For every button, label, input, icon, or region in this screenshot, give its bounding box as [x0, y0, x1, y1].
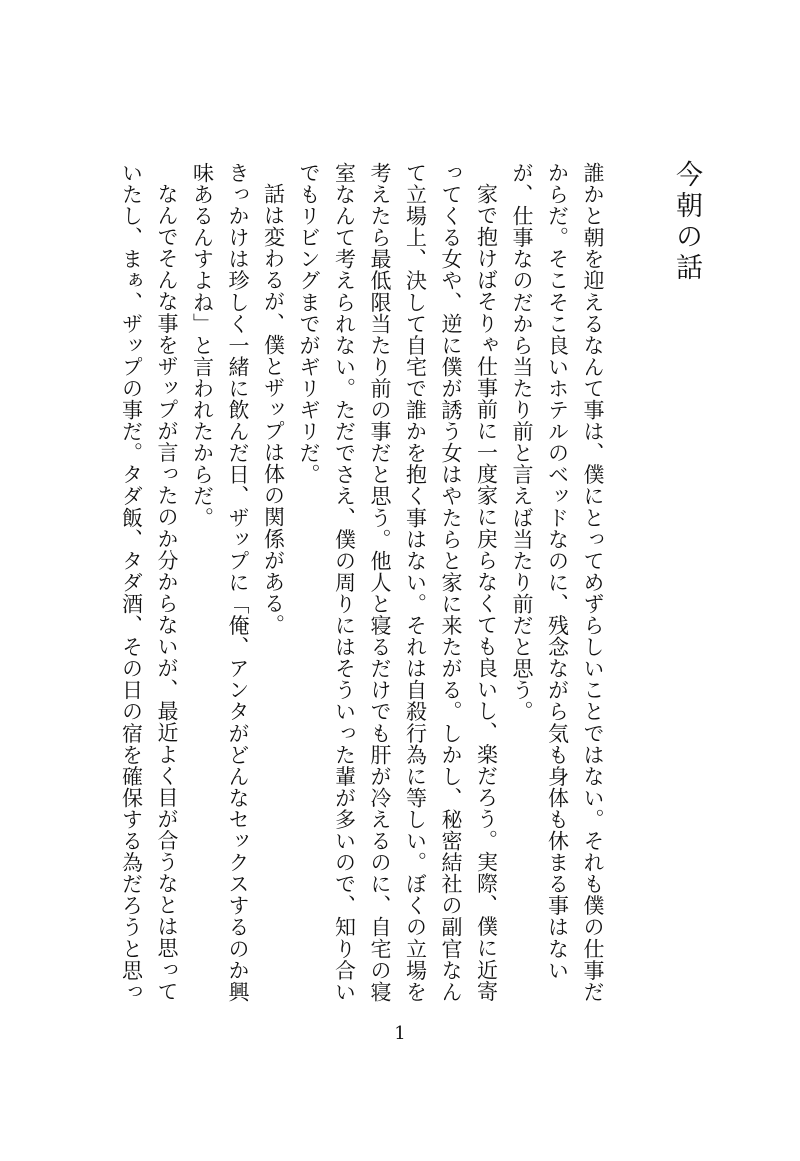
page-number: 1	[394, 1023, 406, 1044]
paragraph: なんでそんな事をザップが言ったのか分からないが、最近よく目が合うなとは思っていたし、まぁ、ザップの事だ。タダ飯、タダ酒、その日の宿を確保する為だろうと思っ	[119, 162, 179, 1003]
paragraph: 家で抱けばそりゃ仕事前に一度家に戻らなくても良いし、楽だろう。実際、僕に近寄ってくる女や、逆に僕が誘う女はやたらと家に来たがる。しかし、秘密結社の副官なんて立場上、決して自宅で誰かを抱く事はない。それは自殺行為に等しい。ぼくの立場を考えたら最低限当たり前の事だと思う。他人と寝るだけでも肝が冷えるのに、自宅の寝室なんて考えられない。ただでさえ、僕の周りにはそういった輩が多いので、知り合いでもリビングまでがギリギリだ。	[297, 162, 499, 1003]
paragraph: 誰かと朝を迎えるなんて事は、僕にとってめずらしいことではない。それも僕の仕事だからだ。そこそこ良いホテルのベッドなのに、残念ながら気も身体も休まる事はないが、仕事なのだから当たり前と言えば当たり前だと思う。	[510, 162, 605, 1003]
page-title: 今朝の話	[671, 160, 702, 284]
body-text	[80, 162, 610, 1007]
paragraph: きっかけは珍しく一緒に飲んだ日、ザップに「俺、アンタがどんなセックスするのか興味あるんすよね」と言われたからだ。	[190, 162, 250, 1003]
paragraph: 話は変わるが、僕とザップは体の関係がある。	[261, 183, 286, 636]
